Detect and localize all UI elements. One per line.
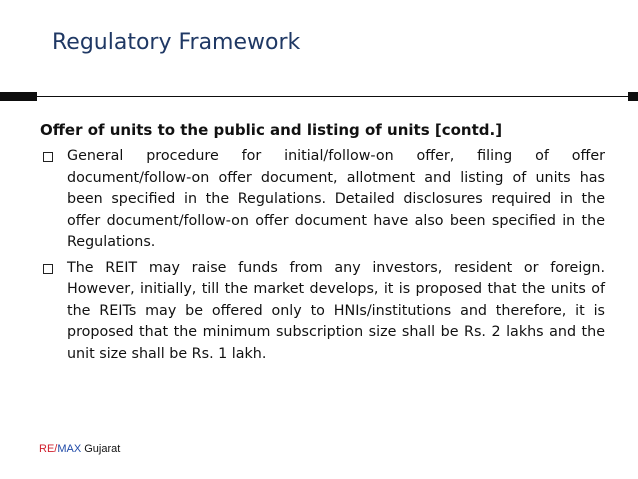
- slide-content: [40, 121, 605, 369]
- brand-re: RE: [39, 443, 55, 455]
- brand-max: MAX: [57, 443, 82, 455]
- hollow-square-bullet-icon: [43, 264, 53, 274]
- bullet-item: [40, 258, 605, 366]
- brand-slash: /: [54, 443, 58, 455]
- title-divider-line: [37, 96, 638, 97]
- footer-brand: [39, 443, 120, 455]
- brand-location: Gujarat: [81, 443, 121, 455]
- title-divider-left-block: [0, 92, 37, 101]
- bullet-text: The REIT may raise funds from any investors, resident or foreign. However, initially, till the market develops, it is proposed that the units of the REITs may be offered only to HNIs/institutions and therefore, it is proposed that the minimum subscription size shall be Rs. 2 lakhs and the unit size shall be Rs. 1 lakh.: [67, 259, 605, 362]
- bullet-item: [40, 146, 605, 254]
- bullet-text: General procedure for initial/follow-on offer, filing of offer document/follow-on offer document, allotment and listing of units has been specified in the Regulations. Detailed disclosures required in the offer document/follow-on offer document have also been specified in the Regulations.: [67, 148, 605, 250]
- slide-title: Regulatory Framework: [52, 30, 301, 55]
- hollow-square-bullet-icon: [43, 152, 53, 162]
- title-divider-right-block: [628, 92, 638, 101]
- subheading: Offer of units to the public and listing of units [contd.]: [40, 121, 503, 139]
